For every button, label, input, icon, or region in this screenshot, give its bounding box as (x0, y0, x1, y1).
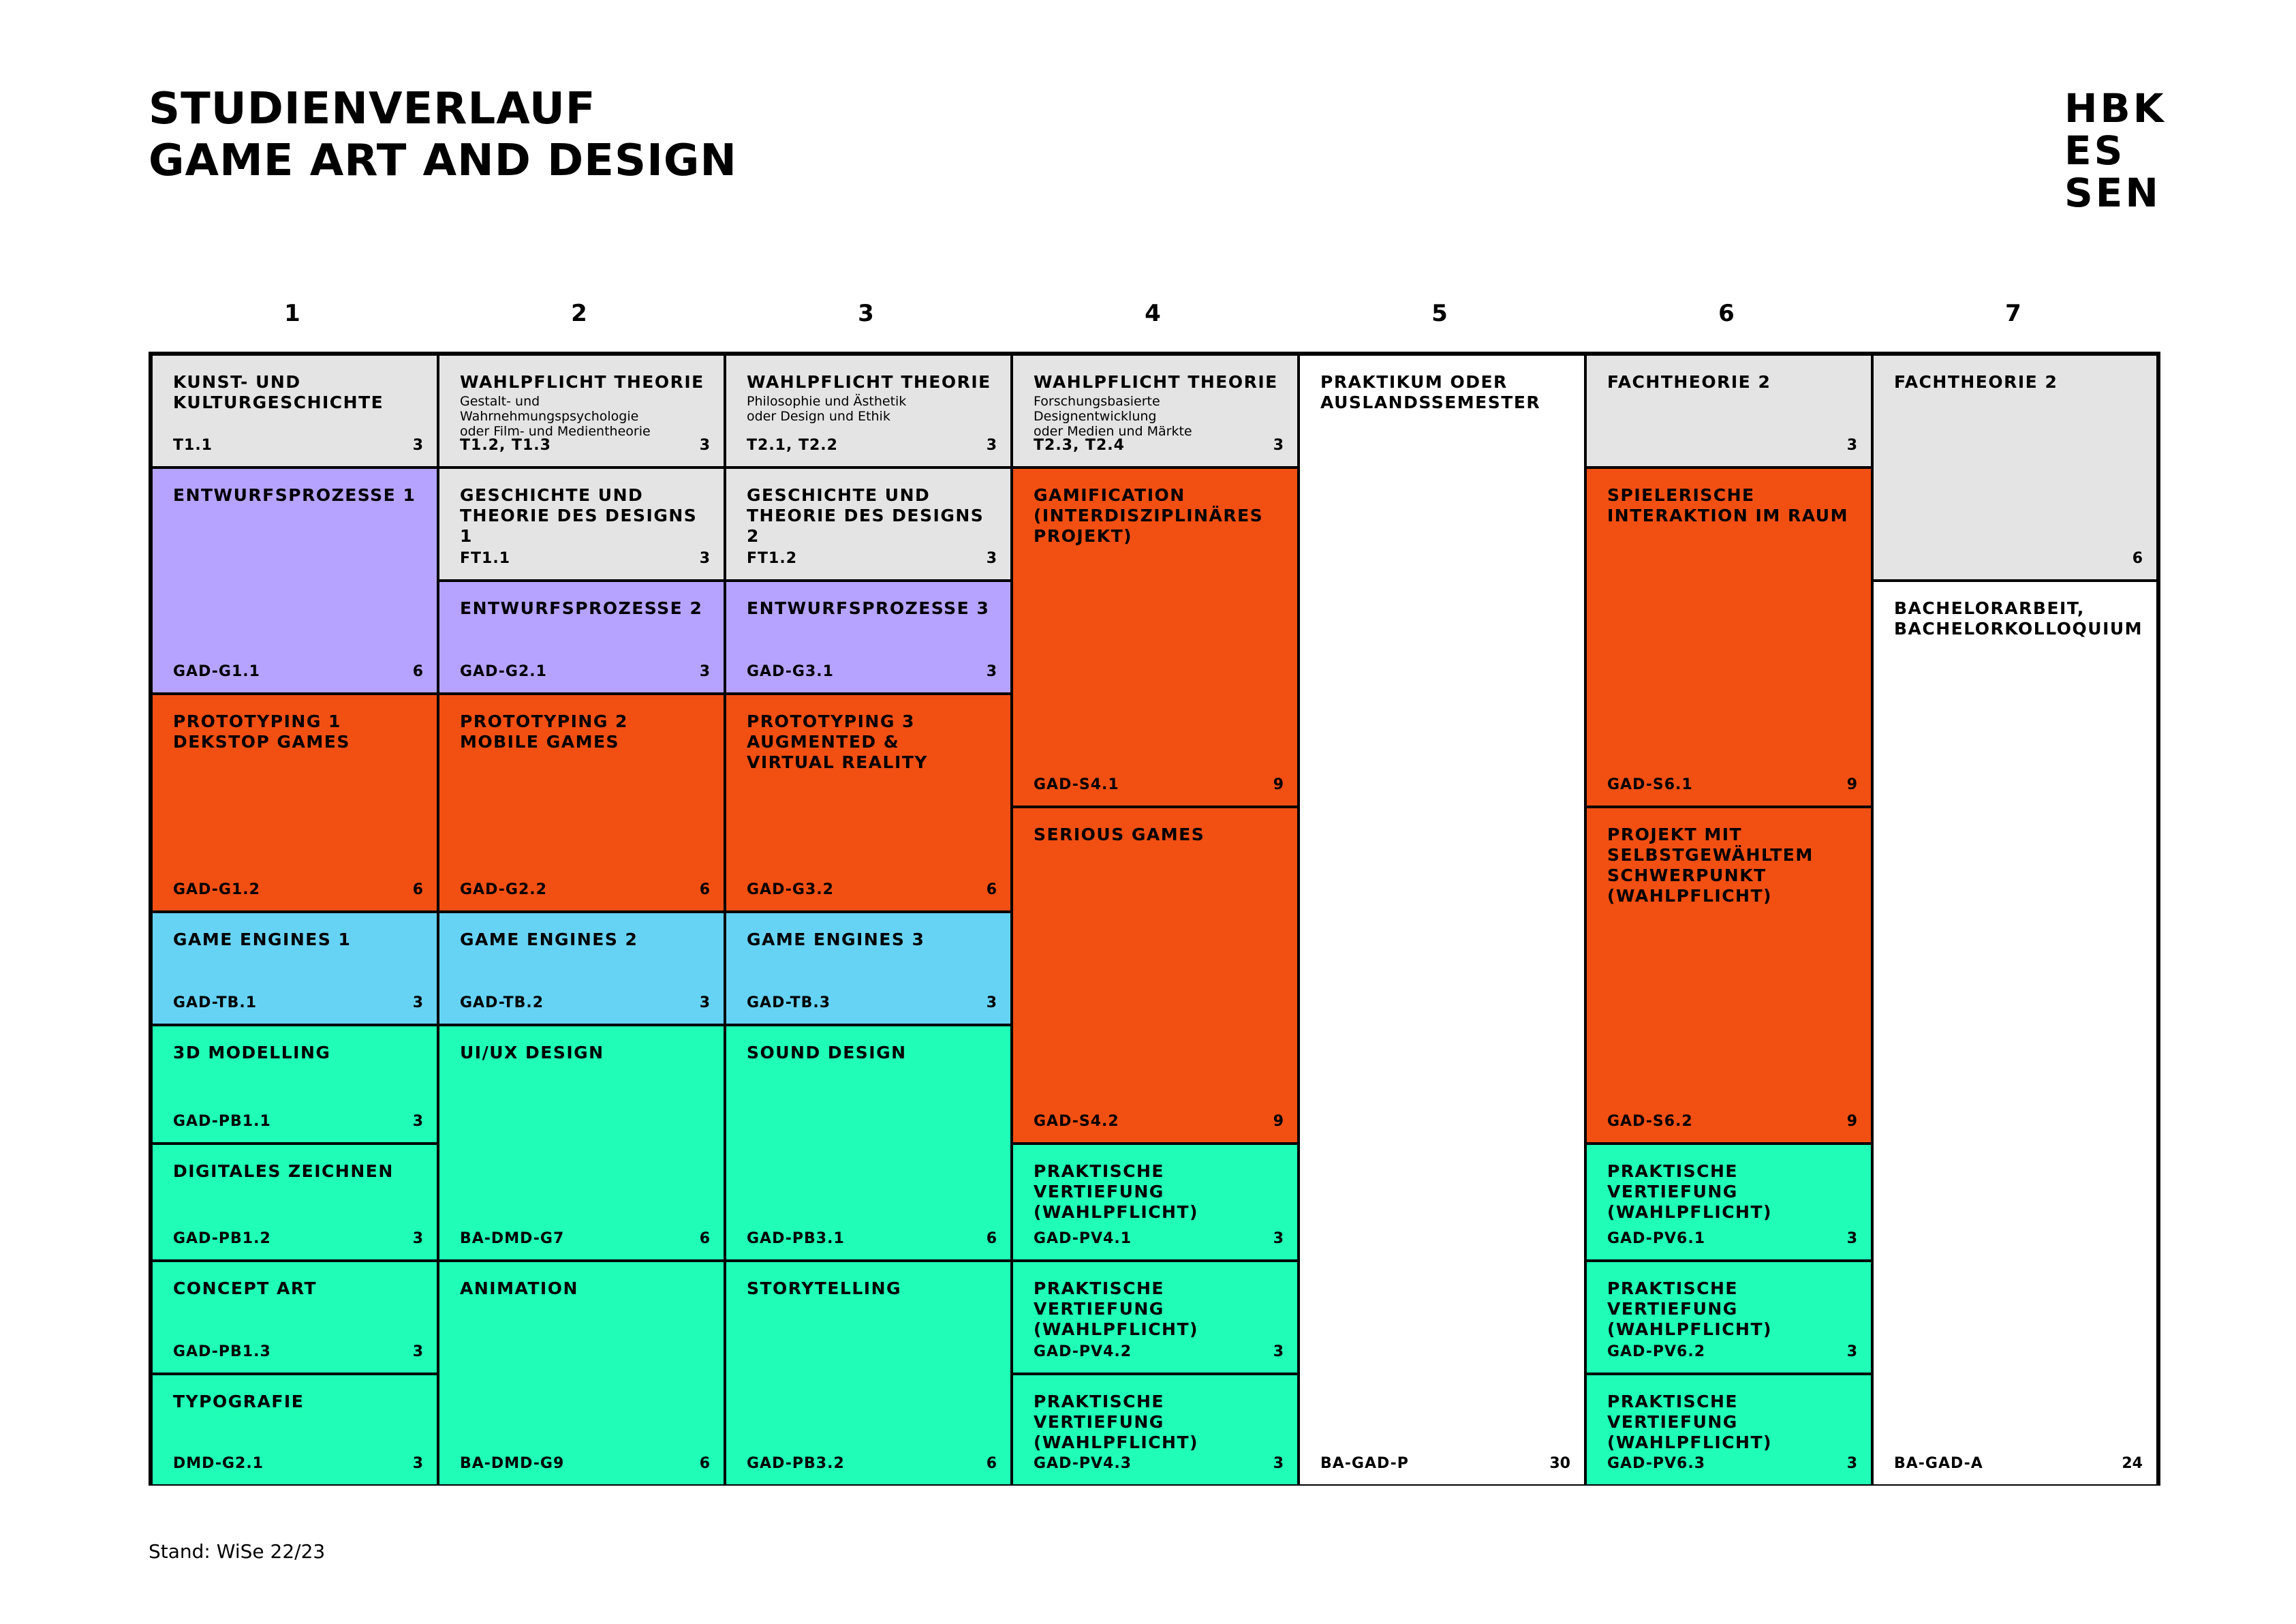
module-serious-games-sem4 (1012, 807, 1299, 1144)
module-name (1034, 1161, 1286, 1223)
module-name (747, 711, 999, 773)
module-name (460, 711, 713, 752)
module-credits: 3 (986, 663, 997, 680)
module-code: GAD-G1.1 (173, 663, 260, 680)
module-credits: 3 (699, 994, 710, 1011)
module-title: KUNST- UND KULTURGESCHICHTE (173, 372, 384, 412)
module-credits: 9 (1846, 776, 1857, 793)
module-code: GAD-G2.1 (460, 663, 547, 680)
module-code: T2.1, T2.2 (747, 437, 838, 454)
module-title: PRAKTISCHE VERTIEFUNG (WAHLPFLICHT) (1607, 1161, 1772, 1222)
module-typografie-sem1 (151, 1374, 438, 1486)
module-credits: 9 (1846, 1113, 1857, 1130)
module-title: ANIMATION (460, 1278, 578, 1298)
title-line-2: GAME ART AND DESIGN (149, 136, 737, 186)
module-credits: 3 (412, 1343, 423, 1360)
module-name (1607, 372, 1860, 393)
module-title: SPIELERISCHE INTERAKTION IM RAUM (1607, 485, 1848, 525)
module-title: PRAKTISCHE VERTIEFUNG (WAHLPFLICHT) (1034, 1278, 1198, 1339)
semester-header-4: 4 (1145, 300, 1161, 327)
module-title: ENTWURFSPROZESSE 2 (460, 598, 703, 618)
module-gamification-sem4 (1012, 468, 1299, 807)
module-title: SOUND DESIGN (747, 1043, 907, 1062)
module-game-engines-3-sem3 (725, 912, 1012, 1025)
module-prototyping-3-sem3 (725, 694, 1012, 912)
module-credits: 3 (699, 437, 710, 454)
module-name (173, 372, 426, 413)
module-praktische-vertiefung-sem6 (1585, 1261, 1872, 1374)
module-name (747, 485, 999, 547)
module-credits: 9 (1273, 776, 1284, 793)
module-code: T2.3, T2.4 (1034, 437, 1125, 454)
module-name (173, 1043, 426, 1063)
module-prototyping-2-sem2 (438, 694, 725, 912)
module-code: GAD-G3.1 (747, 663, 834, 680)
module-animation-sem2 (438, 1261, 725, 1486)
module-credits: 9 (1273, 1113, 1284, 1130)
module-entwurfsprozesse-2-sem2 (438, 581, 725, 694)
module-credits: 6 (2132, 550, 2143, 567)
module-name (460, 598, 713, 619)
module-title: 3D MODELLING (173, 1043, 331, 1062)
module-credits: 3 (699, 663, 710, 680)
hbk-essen-logo (2064, 87, 2167, 214)
module-game-engines-1-sem1 (151, 912, 438, 1025)
module-title: ENTWURFSPROZESSE 1 (173, 485, 416, 505)
module-code: GAD-G3.2 (747, 881, 834, 898)
module-code: GAD-PB1.1 (173, 1113, 271, 1130)
module-title: UI/UX DESIGN (460, 1043, 604, 1062)
module-praktische-vertiefung-sem4 (1012, 1261, 1299, 1374)
semester-header-5: 5 (1431, 300, 1448, 327)
module-name (1034, 1278, 1286, 1340)
module-title: PROTOTYPING 3 AUGMENTED & VIRTUAL REALITY (747, 711, 928, 772)
module-title: WAHLPFLICHT THEORIE (747, 372, 991, 392)
module-code: GAD-TB.1 (173, 994, 258, 1011)
module-credits: 3 (1846, 1455, 1857, 1472)
module-code: GAD-PV6.1 (1607, 1230, 1706, 1247)
module-subtitle: Philosophie und Ästhetik oder Design und Ethik (747, 394, 907, 424)
module-geschichte-und-sem3 (725, 468, 1012, 581)
module-credits: 3 (1273, 1230, 1284, 1247)
module-praktische-vertiefung-sem4 (1012, 1374, 1299, 1486)
module-code: T1.2, T1.3 (460, 437, 551, 454)
module-credits: 3 (412, 994, 423, 1011)
module-kunst-und-sem1 (151, 354, 438, 468)
module-code: GAD-PV4.2 (1034, 1343, 1132, 1360)
module-name (1607, 1278, 1860, 1340)
logo-line-3: SEN (2064, 170, 2161, 216)
module-subtitle: Forschungsbasierte Designentwicklung oder Medien und Märkte (1034, 394, 1192, 439)
module-name (1034, 825, 1286, 845)
semester-header-2: 2 (571, 300, 587, 327)
module-name (460, 930, 713, 950)
module-concept-art-sem1 (151, 1261, 438, 1374)
module-credits: 3 (1273, 1455, 1284, 1472)
module-credits: 3 (412, 1230, 423, 1247)
module-code: DMD-G2.1 (173, 1455, 264, 1472)
module-title: PRAKTISCHE VERTIEFUNG (WAHLPFLICHT) (1034, 1161, 1198, 1222)
module-title: GAME ENGINES 1 (173, 930, 352, 949)
module-code: GAD-S4.1 (1034, 776, 1119, 793)
module-name (1607, 825, 1860, 906)
module-code: GAD-PV6.3 (1607, 1455, 1706, 1472)
module-credits: 6 (699, 1230, 710, 1247)
module-credits: 3 (1846, 437, 1857, 454)
module-title: TYPOGRAFIE (173, 1392, 305, 1411)
module-credits: 24 (2122, 1455, 2143, 1472)
module-name (747, 372, 999, 424)
module-title: GESCHICHTE UND THEORIE DES DESIGNS 1 (460, 485, 698, 546)
module-name (1607, 1161, 1860, 1223)
module-name (173, 711, 426, 752)
module-code: T1.1 (173, 437, 213, 454)
semester-header-6: 6 (1718, 300, 1735, 327)
module-name (747, 930, 999, 950)
module-code: GAD-PB3.1 (747, 1230, 845, 1247)
module-credits: 3 (986, 994, 997, 1011)
module-code: BA-GAD-P (1320, 1455, 1409, 1472)
module-credits: 6 (699, 1455, 710, 1472)
module-title: FACHTHEORIE 2 (1607, 372, 1771, 392)
semester-header-7: 7 (2005, 300, 2021, 327)
module-credits: 6 (412, 663, 423, 680)
module-title: GESCHICHTE UND THEORIE DES DESIGNS 2 (747, 485, 984, 546)
module-name (747, 1278, 999, 1299)
module-credits: 30 (1549, 1455, 1570, 1472)
page-title (149, 83, 737, 187)
module-code: GAD-PV6.2 (1607, 1343, 1706, 1360)
module-credits: 3 (1846, 1230, 1857, 1247)
module-title: PROJEKT MIT SELBSTGEWÄHLTEM SCHWERPUNKT (WAHLPFLICHT) (1607, 825, 1814, 906)
module-name (1607, 485, 1860, 526)
module-credits: 3 (412, 437, 423, 454)
module-praktikum-oder-sem5 (1299, 354, 1585, 1486)
module-wahlpflicht-theorie-sem4 (1012, 354, 1299, 468)
module-entwurfsprozesse-1-sem1 (151, 468, 438, 694)
study-plan-grid (149, 352, 2160, 1486)
module-name (460, 372, 713, 439)
module-code: GAD-G1.2 (173, 881, 260, 898)
module-credits: 3 (986, 437, 997, 454)
module-title: CONCEPT ART (173, 1278, 317, 1298)
module-credits: 6 (986, 881, 997, 898)
module-code: GAD-PV4.1 (1034, 1230, 1132, 1247)
module-fachtheorie-2-sem7 (1872, 354, 2158, 581)
module-title: BACHELORARBEIT, BACHELORKOLLOQUIUM (1894, 598, 2143, 639)
module-code: GAD-PB1.3 (173, 1343, 271, 1360)
module-name (173, 1278, 426, 1299)
module-title: GAME ENGINES 2 (460, 930, 638, 949)
module-geschichte-und-sem2 (438, 468, 725, 581)
module-title: GAMIFICATION (INTERDISZIPLINÄRES PROJEKT) (1034, 485, 1264, 546)
module-name (1894, 598, 2145, 639)
module-code: FT1.2 (747, 550, 798, 567)
module-title: PRAKTISCHE VERTIEFUNG (WAHLPFLICHT) (1607, 1392, 1772, 1452)
module-credits: 3 (986, 550, 997, 567)
module-code: GAD-S6.2 (1607, 1113, 1693, 1130)
module-credits: 6 (699, 881, 710, 898)
module-title: PROTOTYPING 2 MOBILE GAMES (460, 711, 628, 752)
module-credits: 6 (986, 1230, 997, 1247)
module-digitales-zeichnen-sem1 (151, 1144, 438, 1261)
module-name (460, 1043, 713, 1063)
module-praktische-vertiefung-sem6 (1585, 1144, 1872, 1261)
module-name (173, 930, 426, 950)
module-code: GAD-TB.3 (747, 994, 831, 1011)
module-wahlpflicht-theorie-sem2 (438, 354, 725, 468)
module-name (747, 598, 999, 619)
module-credits: 3 (412, 1113, 423, 1130)
module-code: GAD-PB3.2 (747, 1455, 845, 1472)
module-name (173, 1392, 426, 1412)
module-code: FT1.1 (460, 550, 511, 567)
module-title: GAME ENGINES 3 (747, 930, 925, 949)
module-name (1034, 485, 1286, 547)
module-praktische-vertiefung-sem6 (1585, 1374, 1872, 1486)
module-credits: 6 (412, 881, 423, 898)
module-3d-modelling-sem1 (151, 1025, 438, 1144)
module-subtitle: Gestalt- und Wahrnehmungspsychologie oder Film- und Medientheorie (460, 394, 651, 439)
module-name (1034, 1392, 1286, 1453)
logo-line-1: HBK (2064, 85, 2167, 132)
module-projekt-mit-sem6 (1585, 807, 1872, 1144)
module-code: BA-DMD-G7 (460, 1230, 565, 1247)
module-title: PRAKTIKUM ODER AUSLANDSSEMESTER (1320, 372, 1541, 412)
module-name (1320, 372, 1573, 413)
module-name (1894, 372, 2145, 393)
module-name (173, 1161, 426, 1182)
semester-header-1: 1 (284, 300, 300, 327)
logo-line-2: ES (2064, 127, 2126, 174)
module-code: GAD-G2.2 (460, 881, 547, 898)
module-ui-ux-design-sem2 (438, 1025, 725, 1261)
module-credits: 6 (986, 1455, 997, 1472)
title-line-1: STUDIENVERLAUF (149, 84, 596, 134)
semester-header-3: 3 (858, 300, 874, 327)
module-credits: 3 (412, 1455, 423, 1472)
module-code: GAD-PV4.3 (1034, 1455, 1132, 1472)
module-bachelorarbeit-sem7 (1872, 581, 2158, 1486)
module-title: WAHLPFLICHT THEORIE (460, 372, 704, 392)
module-name (173, 485, 426, 506)
module-credits: 3 (699, 550, 710, 567)
module-code: GAD-TB.2 (460, 994, 544, 1011)
module-prototyping-1-sem1 (151, 694, 438, 912)
module-credits: 3 (1273, 437, 1284, 454)
module-code: BA-DMD-G9 (460, 1455, 565, 1472)
module-title: WAHLPFLICHT THEORIE (1034, 372, 1278, 392)
footer-status: Stand: WiSe 22/23 (149, 1540, 326, 1563)
module-entwurfsprozesse-3-sem3 (725, 581, 1012, 694)
module-code: BA-GAD-A (1894, 1455, 1983, 1472)
module-title: ENTWURFSPROZESSE 3 (747, 598, 990, 618)
module-praktische-vertiefung-sem4 (1012, 1144, 1299, 1261)
module-name (460, 1278, 713, 1299)
module-title: STORYTELLING (747, 1278, 902, 1298)
module-code: GAD-S4.2 (1034, 1113, 1119, 1130)
module-title: DIGITALES ZEICHNEN (173, 1161, 394, 1181)
module-title: PRAKTISCHE VERTIEFUNG (WAHLPFLICHT) (1034, 1392, 1198, 1452)
module-wahlpflicht-theorie-sem3 (725, 354, 1012, 468)
module-credits: 3 (1273, 1343, 1284, 1360)
module-storytelling-sem3 (725, 1261, 1012, 1486)
module-name (1034, 372, 1286, 439)
module-spielerische-sem6 (1585, 468, 1872, 807)
module-name (460, 485, 713, 547)
module-title: PROTOTYPING 1 DEKSTOP GAMES (173, 711, 350, 752)
module-credits: 3 (1846, 1343, 1857, 1360)
module-code: GAD-S6.1 (1607, 776, 1693, 793)
module-name (1607, 1392, 1860, 1453)
module-name (747, 1043, 999, 1063)
module-title: FACHTHEORIE 2 (1894, 372, 2058, 392)
module-title: SERIOUS GAMES (1034, 825, 1205, 844)
module-title: PRAKTISCHE VERTIEFUNG (WAHLPFLICHT) (1607, 1278, 1772, 1339)
module-code: GAD-PB1.2 (173, 1230, 271, 1247)
module-game-engines-2-sem2 (438, 912, 725, 1025)
module-sound-design-sem3 (725, 1025, 1012, 1261)
module-fachtheorie-2-sem6 (1585, 354, 1872, 468)
